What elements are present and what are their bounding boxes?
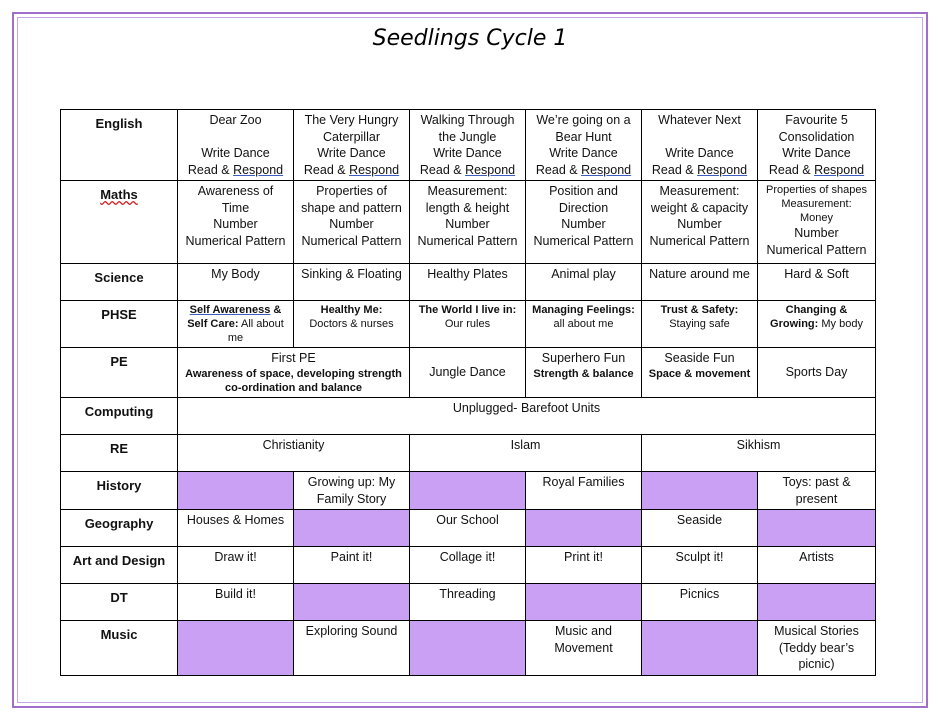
geography-cell-4 [526,510,642,547]
history-cell-2: Growing up: My Family Story [294,472,410,510]
subject-label-art: Art and Design [61,547,178,584]
pe-cell-3: Jungle Dance [410,348,526,398]
dt-cell-4 [526,584,642,621]
music-cell-2: Exploring Sound [294,621,410,676]
english-cell-5: Whatever Next Write Dance Read & Respond [642,110,758,181]
subject-label-pe: PE [61,348,178,398]
dt-cell-2 [294,584,410,621]
subject-label-english: English [61,110,178,181]
subject-label-phse: PHSE [61,301,178,348]
science-cell-1: My Body [178,264,294,301]
re-cell-3: Sikhism [642,435,876,472]
science-cell-5: Nature around me [642,264,758,301]
subject-label-music: Music [61,621,178,676]
geography-cell-3: Our School [410,510,526,547]
dt-cell-1: Build it! [178,584,294,621]
table-row-computing [61,398,876,435]
table-row-geography [61,510,876,547]
pe-cell-first: First PE Awareness of space, developing strength co-ordination and balance [178,348,410,398]
music-cell-4: Music and Movement [526,621,642,676]
subject-label-maths: Maths [61,181,178,264]
english-cell-2: The Very Hungry Caterpillar Write Dance Read & Respond [294,110,410,181]
geography-cell-6 [758,510,876,547]
table-row-music [61,621,876,676]
re-cell-2: Islam [410,435,642,472]
subject-label-computing: Computing [61,398,178,435]
science-cell-6: Hard & Soft [758,264,876,301]
subject-label-history: History [61,472,178,510]
history-cell-6: Toys: past & present [758,472,876,510]
table-row-phse [61,301,876,348]
curriculum-table [60,109,876,676]
english-cell-6: Favourite 5 Consolidation Write Dance Read & Respond [758,110,876,181]
subject-label-dt: DT [61,584,178,621]
table-row-maths [61,181,876,264]
history-cell-4: Royal Families [526,472,642,510]
page-title: Seedlings Cycle 1 [372,26,568,51]
table-row-art [61,547,876,584]
phse-cell-6: Changing & Growing: My body [758,301,876,348]
table-row-re [61,435,876,472]
re-cell-1: Christianity [178,435,410,472]
science-cell-4: Animal play [526,264,642,301]
dt-cell-3: Threading [410,584,526,621]
dt-cell-5: Picnics [642,584,758,621]
pe-cell-4: Superhero Fun Strength & balance [526,348,642,398]
science-cell-2: Sinking & Floating [294,264,410,301]
geography-cell-5: Seaside [642,510,758,547]
phse-cell-1: Self Awareness & Self Care: All about me [178,301,294,348]
maths-cell-4: Position and Direction Number Numerical Pattern [526,181,642,264]
table-row-english [61,110,876,181]
subject-label-geography: Geography [61,510,178,547]
art-cell-5: Sculpt it! [642,547,758,584]
table-row-science [61,264,876,301]
table-row-dt [61,584,876,621]
art-cell-1: Draw it! [178,547,294,584]
music-cell-1 [178,621,294,676]
geography-cell-1: Houses & Homes [178,510,294,547]
phse-cell-5: Trust & Safety: Staying safe [642,301,758,348]
computing-cell: Unplugged- Barefoot Units [178,398,876,435]
music-cell-6: Musical Stories (Teddy bear’s picnic) [758,621,876,676]
history-cell-1 [178,472,294,510]
art-cell-6: Artists [758,547,876,584]
history-cell-5 [642,472,758,510]
music-cell-3 [410,621,526,676]
music-cell-5 [642,621,758,676]
table-row-history [61,472,876,510]
geography-cell-2 [294,510,410,547]
english-cell-3: Walking Through the Jungle Write Dance Read & Respond [410,110,526,181]
art-cell-3: Collage it! [410,547,526,584]
phse-cell-3: The World I live in: Our rules [410,301,526,348]
science-cell-3: Healthy Plates [410,264,526,301]
maths-cell-3: Measurement: length & height Number Numerical Pattern [410,181,526,264]
table-row-pe [61,348,876,398]
phse-cell-4: Managing Feelings: all about me [526,301,642,348]
pe-cell-5: Seaside Fun Space & movement [642,348,758,398]
phse-cell-2: Healthy Me: Doctors & nurses [294,301,410,348]
dt-cell-6 [758,584,876,621]
art-cell-2: Paint it! [294,547,410,584]
subject-label-science: Science [61,264,178,301]
maths-cell-5: Measurement: weight & capacity Number Numerical Pattern [642,181,758,264]
maths-cell-2: Properties of shape and pattern Number Numerical Pattern [294,181,410,264]
maths-cell-6: Properties of shapes Measurement: Money Number Numerical Pattern [758,181,876,264]
history-cell-3 [410,472,526,510]
art-cell-4: Print it! [526,547,642,584]
pe-cell-6: Sports Day [758,348,876,398]
english-cell-1: Dear Zoo Write Dance Read & Respond [178,110,294,181]
english-cell-4: We’re going on a Bear Hunt Write Dance Read & Respond [526,110,642,181]
maths-cell-1: Awareness of Time Number Numerical Pattern [178,181,294,264]
subject-label-re: RE [61,435,178,472]
